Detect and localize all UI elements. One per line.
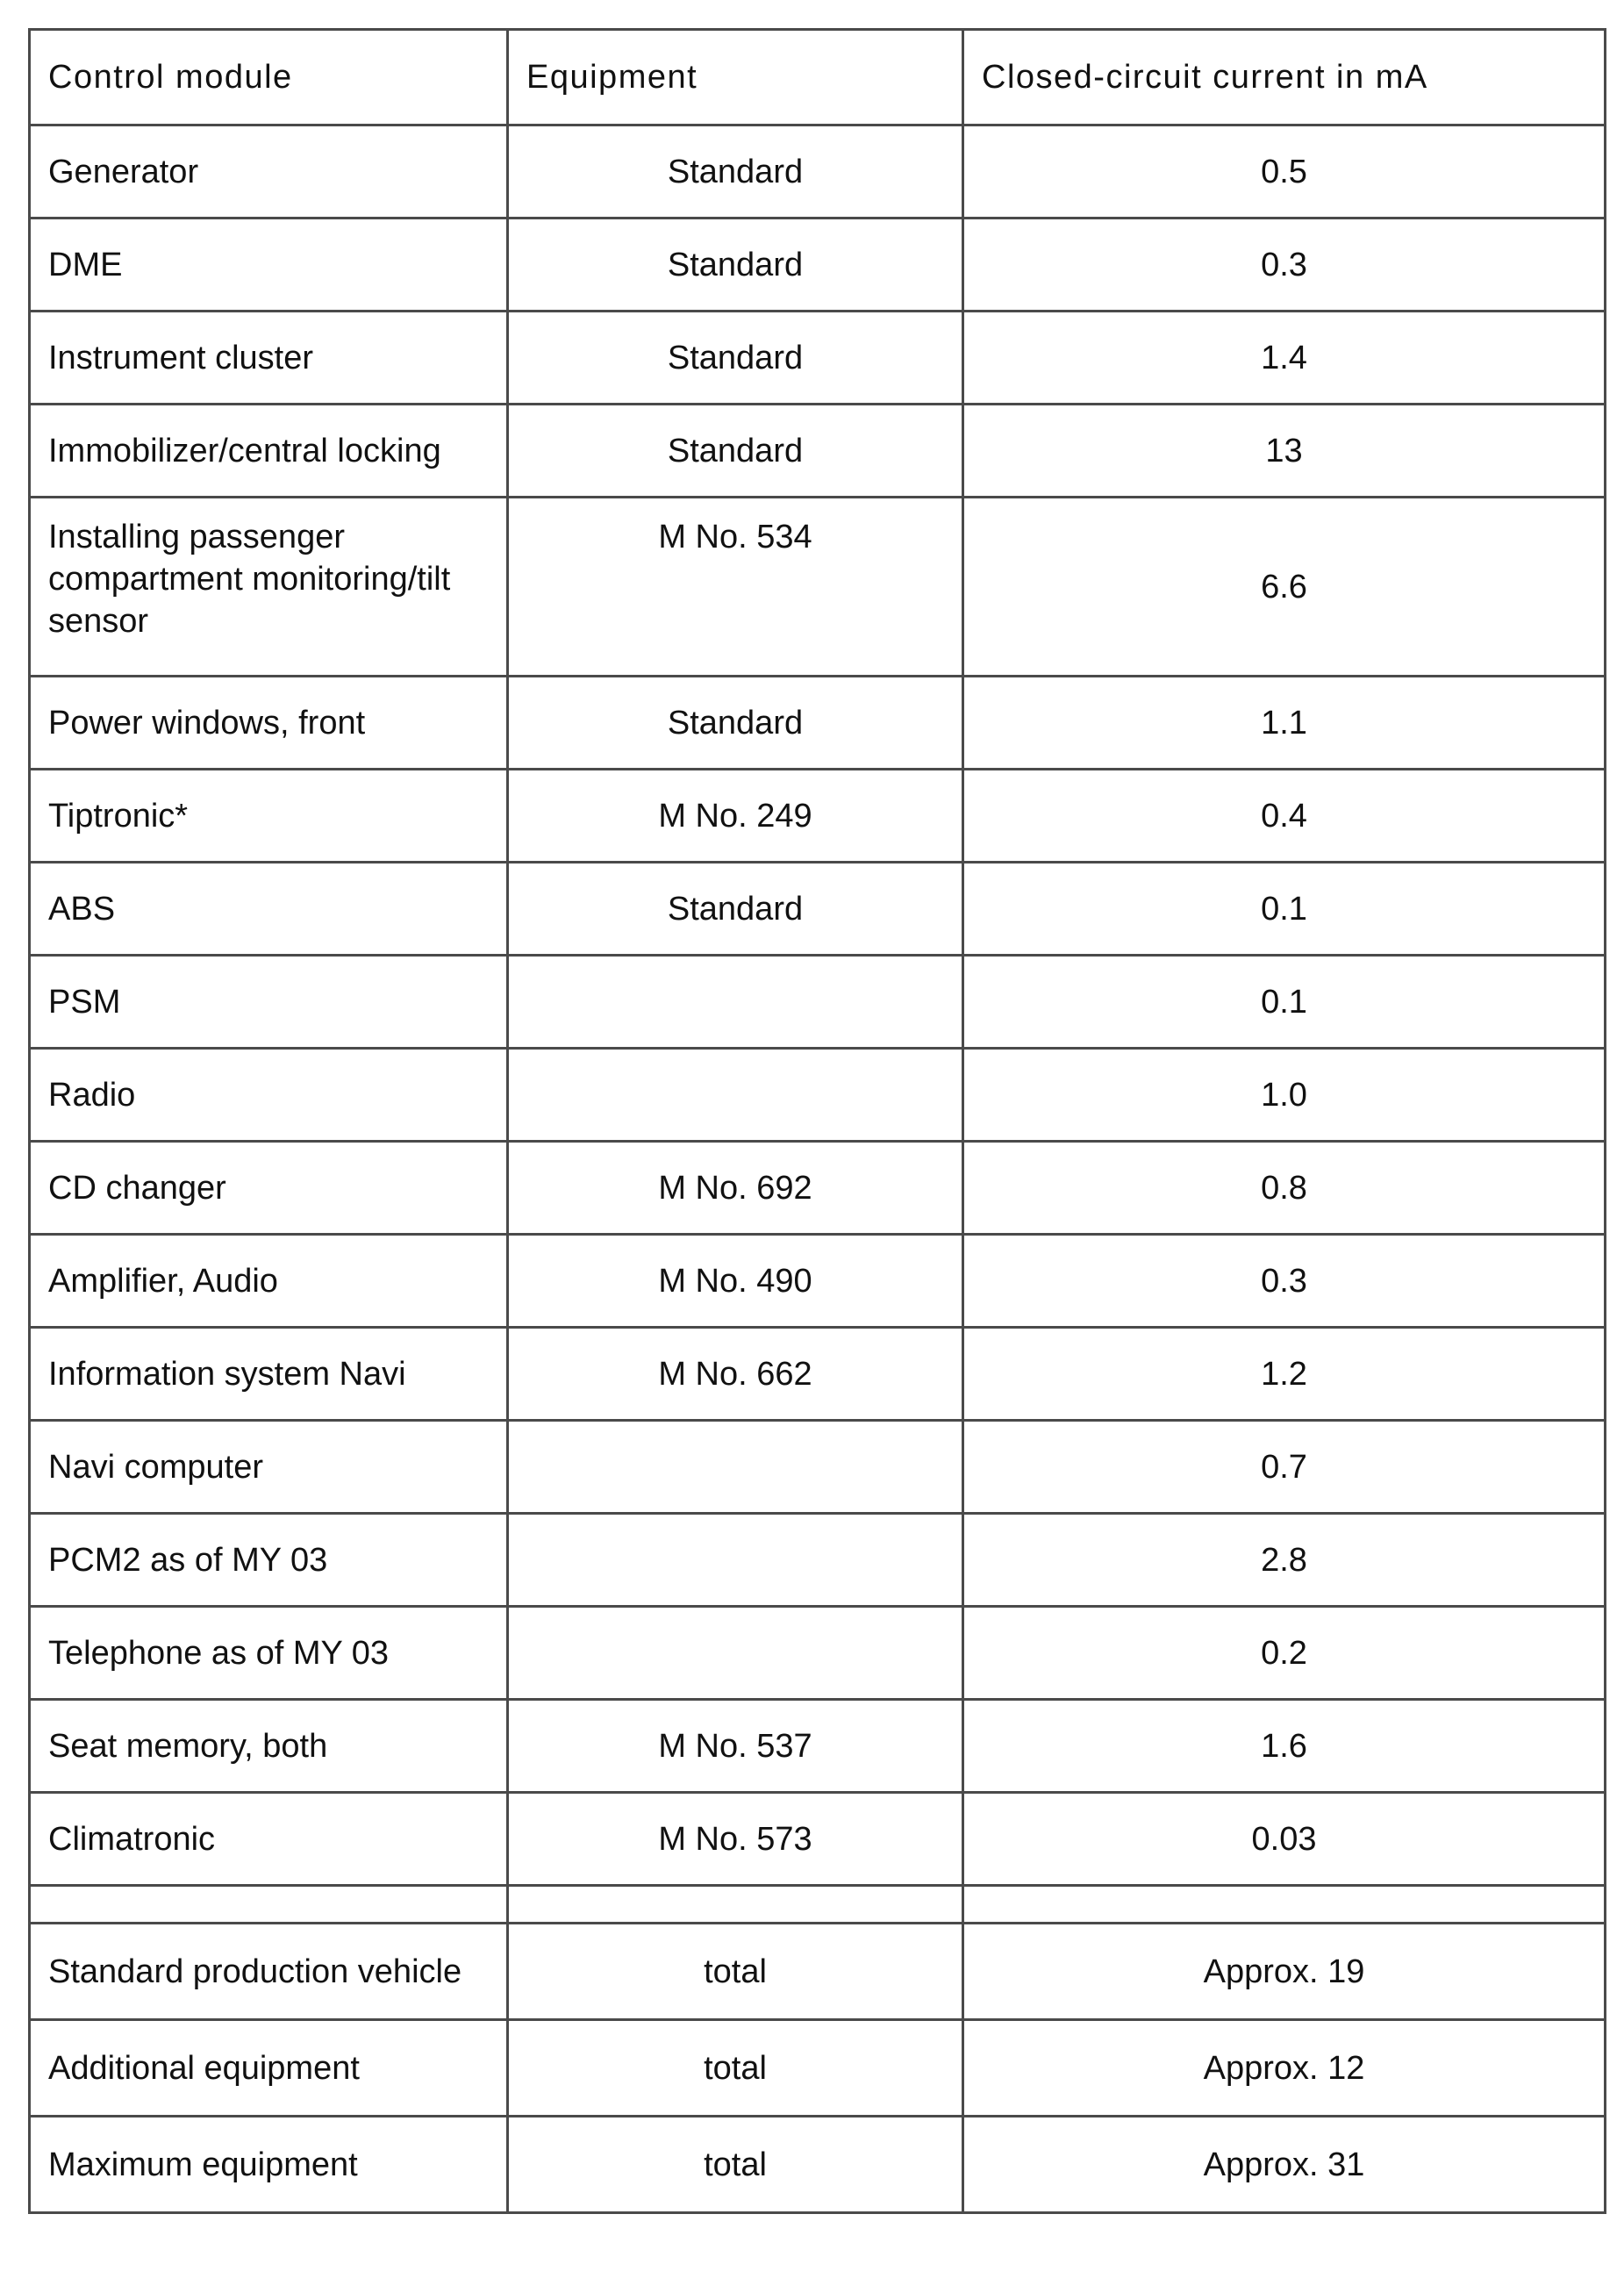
- table-row: [30, 1421, 1606, 1514]
- current-cell: 0.3: [963, 1235, 1606, 1328]
- table-row: [30, 770, 1606, 863]
- spacer-cell: [508, 1886, 963, 1924]
- table-row: [30, 677, 1606, 770]
- spacer-row: [30, 1886, 1606, 1924]
- current-cell: 0.1: [963, 956, 1606, 1049]
- closed-circuit-current-table: [28, 28, 1606, 2214]
- table-row: [30, 405, 1606, 498]
- current-cell: 0.1: [963, 863, 1606, 956]
- current-cell: 0.3: [963, 219, 1606, 312]
- equipment-cell: [508, 956, 963, 1049]
- equipment-cell: Standard: [508, 125, 963, 219]
- equipment-cell: Standard: [508, 312, 963, 405]
- current-cell: 13: [963, 405, 1606, 498]
- total-current-cell: Approx. 31: [963, 2117, 1606, 2213]
- module-cell: PCM2 as of MY 03: [30, 1514, 508, 1607]
- table-row: [30, 1328, 1606, 1421]
- current-cell: 0.7: [963, 1421, 1606, 1514]
- module-cell: Immobilizer/central locking: [30, 405, 508, 498]
- total-equipment-cell: total: [508, 2020, 963, 2117]
- current-cell: 1.0: [963, 1049, 1606, 1142]
- module-cell: Generator: [30, 125, 508, 219]
- equipment-cell: [508, 1514, 963, 1607]
- module-cell: Power windows, front: [30, 677, 508, 770]
- table-row: [30, 312, 1606, 405]
- equipment-cell: [508, 1421, 963, 1514]
- equipment-cell: M No. 573: [508, 1793, 963, 1886]
- table-row: [30, 1235, 1606, 1328]
- table-row: [30, 1700, 1606, 1793]
- spacer-cell: [30, 1886, 508, 1924]
- equipment-cell: [508, 1049, 963, 1142]
- table-header-row: [30, 30, 1606, 125]
- table-row: [30, 1142, 1606, 1235]
- module-cell: Seat memory, both: [30, 1700, 508, 1793]
- table-row: [30, 1793, 1606, 1886]
- module-cell: Navi computer: [30, 1421, 508, 1514]
- total-label-cell: Maximum equipment: [30, 2117, 508, 2213]
- total-label-cell: Additional equipment: [30, 2020, 508, 2117]
- table-row: [30, 863, 1606, 956]
- module-cell: Instrument cluster: [30, 312, 508, 405]
- equipment-cell: [508, 1607, 963, 1700]
- table-row: [30, 1607, 1606, 1700]
- equipment-cell: M No. 537: [508, 1700, 963, 1793]
- table-row: [30, 956, 1606, 1049]
- total-row: [30, 2020, 1606, 2117]
- module-cell: PSM: [30, 956, 508, 1049]
- header-control-module: Control module: [30, 30, 508, 125]
- current-cell: 0.8: [963, 1142, 1606, 1235]
- equipment-cell: Standard: [508, 405, 963, 498]
- module-cell: DME: [30, 219, 508, 312]
- module-cell: Information system Navi: [30, 1328, 508, 1421]
- equipment-cell: M No. 249: [508, 770, 963, 863]
- module-cell: Installing passenger compartment monitoring/tilt sensor: [30, 498, 508, 677]
- module-cell: Amplifier, Audio: [30, 1235, 508, 1328]
- total-current-cell: Approx. 19: [963, 1924, 1606, 2020]
- module-cell: ABS: [30, 863, 508, 956]
- total-current-cell: Approx. 12: [963, 2020, 1606, 2117]
- equipment-cell: M No. 662: [508, 1328, 963, 1421]
- table-row: [30, 219, 1606, 312]
- current-cell: 1.4: [963, 312, 1606, 405]
- current-cell: 0.5: [963, 125, 1606, 219]
- current-cell: 1.2: [963, 1328, 1606, 1421]
- module-cell: Climatronic: [30, 1793, 508, 1886]
- current-cell: 2.8: [963, 1514, 1606, 1607]
- current-cell: 0.4: [963, 770, 1606, 863]
- total-label-cell: Standard production vehicle: [30, 1924, 508, 2020]
- module-cell: Tiptronic*: [30, 770, 508, 863]
- table-row: [30, 1049, 1606, 1142]
- spacer-cell: [963, 1886, 1606, 1924]
- current-cell: 0.2: [963, 1607, 1606, 1700]
- equipment-cell: Standard: [508, 219, 963, 312]
- header-current: Closed-circuit current in mA: [963, 30, 1606, 125]
- header-equipment: Equipment: [508, 30, 963, 125]
- equipment-cell: M No. 534: [508, 498, 963, 677]
- equipment-cell: Standard: [508, 677, 963, 770]
- table-row: [30, 1514, 1606, 1607]
- table-row: [30, 125, 1606, 219]
- module-cell: Radio: [30, 1049, 508, 1142]
- current-cell: 1.6: [963, 1700, 1606, 1793]
- total-row: [30, 2117, 1606, 2213]
- equipment-cell: M No. 692: [508, 1142, 963, 1235]
- total-equipment-cell: total: [508, 2117, 963, 2213]
- current-cell: 6.6: [963, 498, 1606, 677]
- current-cell: 0.03: [963, 1793, 1606, 1886]
- table-row: [30, 498, 1606, 677]
- module-cell: Telephone as of MY 03: [30, 1607, 508, 1700]
- total-row: [30, 1924, 1606, 2020]
- equipment-cell: Standard: [508, 863, 963, 956]
- total-equipment-cell: total: [508, 1924, 963, 2020]
- current-cell: 1.1: [963, 677, 1606, 770]
- equipment-cell: M No. 490: [508, 1235, 963, 1328]
- module-cell: CD changer: [30, 1142, 508, 1235]
